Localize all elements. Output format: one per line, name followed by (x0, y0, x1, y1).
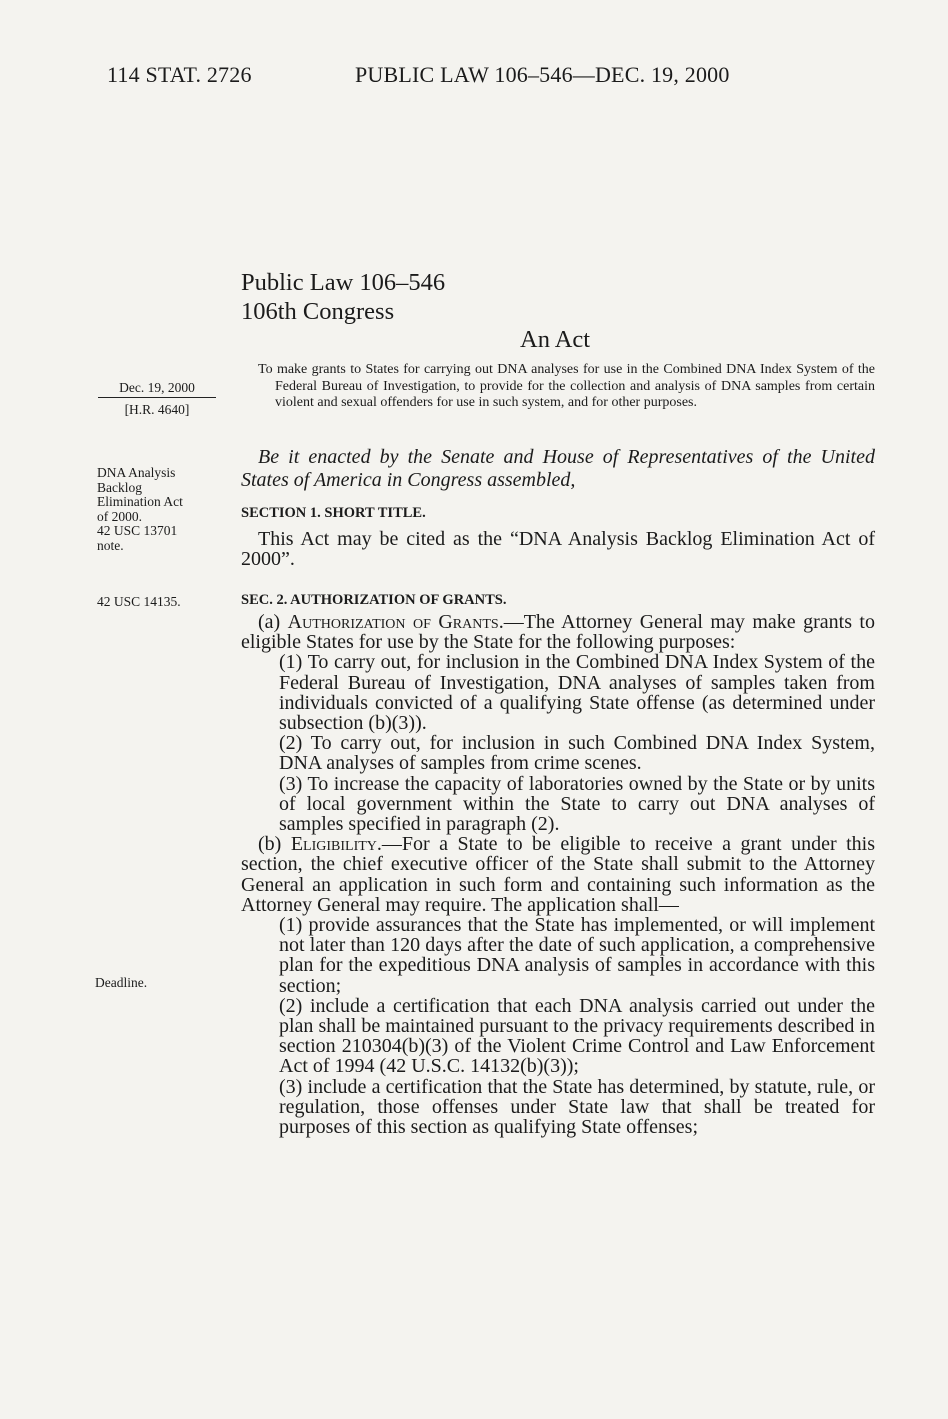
act-summary: To make grants to States for carrying out DNA analyses for use in the Combined DNA Index System of the Federal Bureau of Investigation, to provide for the collection and analysis of DNA samples from certain violent and sexual offenders for use in such system, and for other purposes. (258, 362, 875, 410)
margin-usc-citation: 42 USC 14135. (97, 594, 181, 609)
subsection-b (241, 834, 875, 915)
margin-note-line: DNA Analysis (97, 465, 176, 480)
public-law-number: Public Law 106–546 (241, 269, 446, 296)
margin-note-line: note. (97, 537, 124, 553)
subsection-a (241, 612, 875, 652)
subsection-b-heading: Eligibility (290, 833, 377, 856)
subsection-b-lead: (b) (258, 833, 291, 856)
subsection-a-heading: Authorization of Grants (287, 611, 499, 633)
margin-short-title-note (97, 466, 222, 553)
statute-page-number: 114 STAT. 2726 (107, 62, 252, 87)
enacting-clause: Be it enacted by the Senate and House of Representatives of the United States of America in Congress assembled, (241, 446, 875, 491)
congress-number: 106th Congress (241, 298, 395, 325)
an-act-heading: An Act (520, 326, 591, 353)
section-2-heading: SEC. 2. AUTHORIZATION OF GRANTS. (241, 592, 507, 608)
section-1-heading: SECTION 1. SHORT TITLE. (241, 505, 426, 521)
margin-note-line: Backlog (97, 479, 142, 495)
paragraph-a2: (2) To carry out, for inclusion in such Combined DNA Index System, DNA analyses of samples from crime scenes. (279, 732, 875, 775)
margin-note-line: of 2000. (97, 508, 142, 524)
paragraph-a1: (1) To carry out, for inclusion in the Combined DNA Index System of the Federal Bureau of Investigation, DNA analyses of samples taken from individuals convicted of a qualifying State offense (as determined under subsection (b)(3)). (279, 651, 875, 735)
margin-deadline: Deadline. (95, 975, 148, 990)
subsection-b-text: .—For a State to be eligible to receive a grant under this section, the chief executive officer of the State shall submit to the Attorney General an application in such form and containing such information as the Attorney General may require. The application shall— (241, 833, 875, 916)
paragraph-b1: (1) provide assurances that the State has implemented, or will implement not later than 120 days after the date of such application, a comprehensive plan for the expeditious DNA analysis of samples in accordance with this section; (279, 914, 875, 997)
law-title (241, 268, 445, 326)
paragraph-b2: (2) include a certification that each DNA analysis carried out under the plan shall be maintained pursuant to the privacy requirements described in section 210304(b)(3) of the Violent Crime Control and Law Enforcement Act of 1994 (42 U.S.C. 14132(b)(3)); (279, 994, 875, 1078)
section-1-text: This Act may be cited as the “DNA Analysis Backlog Elimination Act of 2000”. (241, 528, 875, 571)
margin-bill-number: [H.R. 4640] (124, 402, 190, 417)
running-head-title: PUBLIC LAW 106–546—DEC. 19, 2000 (355, 62, 730, 87)
margin-divider (98, 397, 216, 398)
section-2-body (241, 612, 875, 1137)
margin-note-line: Elimination Act (97, 494, 183, 509)
subsection-a-lead: (a) (258, 611, 288, 633)
paragraph-a3: (3) To increase the capacity of laboratories owned by the State or by units of local government within the State to carry out DNA analyses of samples specified in paragraph (2). (279, 772, 875, 836)
margin-note-line: 42 USC 13701 (97, 523, 178, 538)
section-1-body (241, 529, 875, 569)
paragraph-b3: (3) include a certification that the State has determined, by statute, rule, or regulation, those offenses under State law that shall be treated for purposes of this section as qualifying State offenses; (279, 1075, 875, 1139)
margin-date: Dec. 19, 2000 (119, 380, 195, 395)
subsection-a-text: .—The Attorney General may make grants to eligible States for use by the State for the following purposes: (241, 611, 875, 654)
